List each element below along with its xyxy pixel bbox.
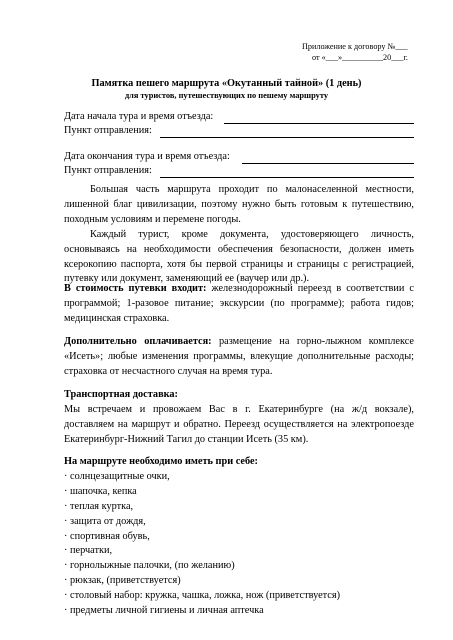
checklist-section	[64, 455, 414, 619]
checklist-item: · спортивная обувь,	[64, 530, 150, 542]
appendix-line-1: Приложение к договору №___	[302, 42, 408, 51]
included-label: В стоимость путевки входит:	[64, 283, 207, 294]
appendix-line-2: от «___»__________20___г.	[312, 53, 408, 62]
checklist-item: · солнцезащитные очки,	[64, 470, 170, 482]
field-start-date-label: Дата начала тура и время отъезда:	[64, 111, 214, 122]
checklist-item: · теплая куртка,	[64, 500, 134, 512]
field-end-point-line	[160, 177, 414, 178]
field-end-point-label: Пункт отправления:	[64, 165, 152, 176]
included-section	[64, 282, 414, 327]
checklist-item: · предметы личной гигиены и личная аптечка	[64, 605, 264, 617]
field-start-date-line	[224, 123, 414, 124]
transport-section	[64, 388, 414, 448]
transport-text: Мы встречаем и провожаем Вас в г. Екатеринбурге (на ж/д вокзале), доставляем на маршрут и обратно. Переезд осуществляется на электропоезде Екатеринбург-Нижний Тагил до станции Исеть (35 км).	[64, 403, 414, 445]
intro-section	[64, 183, 414, 287]
checklist-item: · рюкзак, (приветствуется)	[64, 575, 181, 587]
checklist-item: · перчатки,	[64, 545, 113, 557]
field-start-point-label: Пункт отправления:	[64, 125, 152, 136]
checklist-list	[64, 470, 414, 619]
checklist-item: · защита от дождя,	[64, 515, 146, 527]
document-subtitle: для туристов, путешествующих по пешему маршруту	[124, 91, 329, 100]
checklist-item: · шапочка, кепка	[64, 485, 137, 497]
extra-section	[64, 335, 414, 380]
transport-label: Транспортная доставка:	[64, 389, 178, 400]
intro-paragraph-2: Каждый турист, кроме документа, удостоверяющего личность, основываясь на необходимости обеспечения безопасности, должен иметь ксерокопию паспорта, хотя бы первой страницы и страницы с регистрацией, путевку или документ, заменяющий ее (ваучер или др.).	[64, 228, 414, 285]
included-text: железнодорожный переезд в соответствии с программой; 1-разовое питание; экскурсии (по программе); работа гидов; медицинская страховка.	[64, 283, 414, 324]
checklist-label: На маршруте необходимо иметь при себе:	[64, 456, 258, 467]
field-end-date-label: Дата окончания тура и время отъезда:	[64, 151, 230, 162]
field-end-date-line	[242, 163, 414, 164]
extra-text: размещение на горно-лыжном комплексе «Исеть»; любые изменения программы, влекущие дополнительные расходы; страховка от несчастного случая на время тура.	[64, 336, 414, 377]
extra-label: Дополнительно оплачивается:	[64, 336, 212, 347]
intro-paragraph-1: Большая часть маршрута проходит по малонаселенной местности, лишенной благ цивилизации, поэтому нужно быть готовым к путешествию, походным условиям и перемене погоды.	[64, 184, 414, 225]
checklist-item: · горнолыжные палочки, (по желанию)	[64, 560, 235, 572]
field-start-point-line	[160, 137, 414, 138]
document-title: Памятка пешего маршрута «Окутанный тайной» (1 день)	[91, 78, 362, 89]
checklist-item: · столовый набор: кружка, чашка, ложка, нож (приветствуется)	[64, 590, 341, 602]
